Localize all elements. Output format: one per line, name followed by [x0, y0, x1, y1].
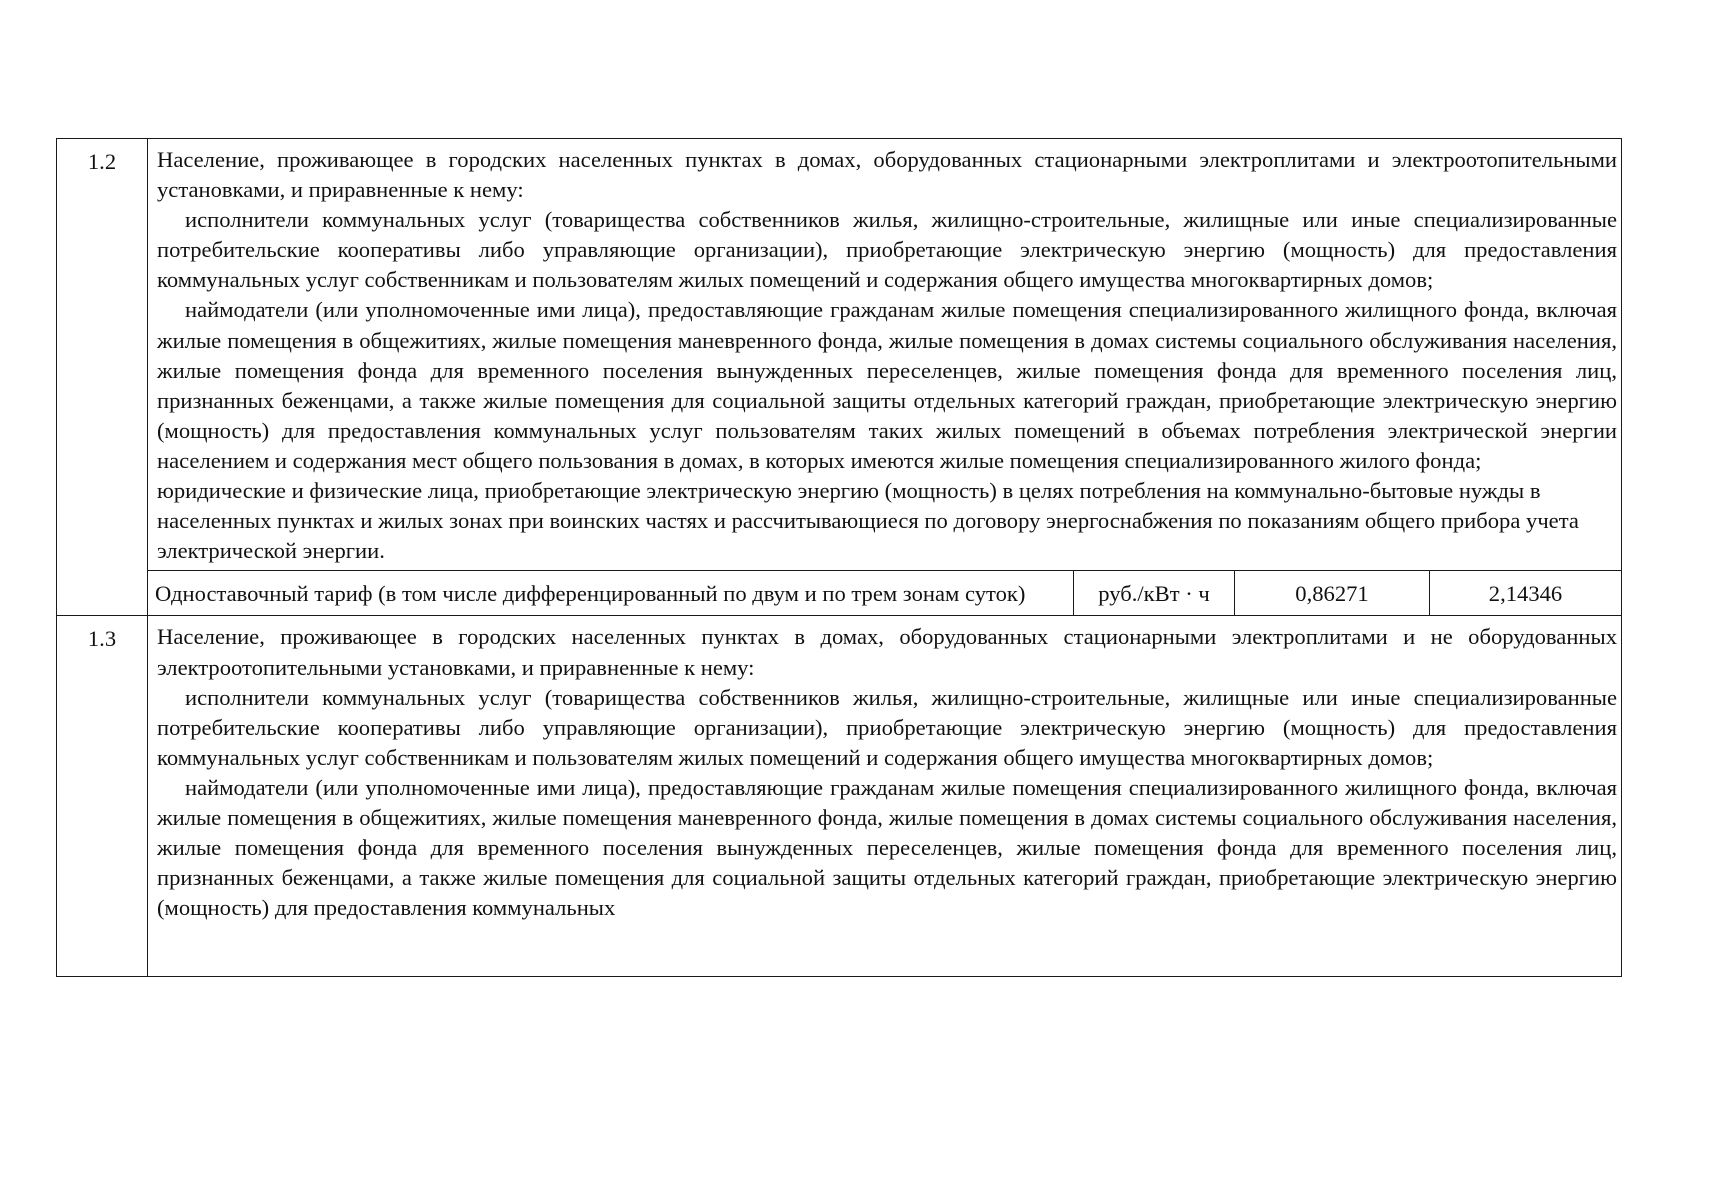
tariff-row — [148, 571, 1621, 615]
paragraph: юридические и физические лица, приобретающие электрическую энергию (мощность) в целях потребления на коммунально-бытовые нужды в населенных пунктах и жилых зонах при воинских частях и рассчитывающиеся по договору энергоснабжения по показаниям общего прибора учета электрической энергии. — [157, 478, 1579, 564]
truncated-text-block — [157, 622, 1617, 972]
tariff-row-cell — [148, 571, 1622, 616]
row-number: 1.3 — [57, 616, 148, 977]
table-row-tariff — [57, 571, 1622, 616]
consumer-description — [148, 616, 1622, 977]
paragraph: Население, проживающее в городских населенных пунктах в домах, оборудованных стационарными электроплитами и не оборудованных электроотопительными установками, и приравненные к нему: — [157, 624, 1617, 680]
tariff-label: Одноставочный тариф (в том числе дифференцированный по двум и по трем зонам суток) — [155, 581, 1026, 607]
tariff-value-1: 0,86271 — [1235, 571, 1430, 615]
paragraph: Население, проживающее в городских населенных пунктах в домах, оборудованных стационарными электроплитами и электроотопительными установками, и приравненные к нему: — [157, 147, 1617, 203]
paragraph: наймодатели (или уполномоченные ими лица), предоставляющие гражданам жилые помещения специализированного жилищного фонда, включая жилые помещения в общежитиях, жилые помещения маневренного фонда, жилые помещения в домах системы социального обслуживания населения, жилые помещения фонда для временного поселения вынужденных переселенцев, жилые помещения фонда для временного поселения лиц, признанных беженцами, а также жилые помещения для социальной защиты отдельных категорий граждан, приобретающие электрическую энергию (мощность) для предоставления коммунальных услуг пользователям таких жилых помещений в объемах потребления электрической энергии населением и содержания мест общего пользования в домах, в которых имеются жилые помещения специализированного жилого фонда; — [157, 297, 1617, 473]
tariff-value-2: 2,14346 — [1430, 571, 1622, 615]
tariff-table — [56, 138, 1622, 977]
paragraph: исполнители коммунальных услуг (товарищества собственников жилья, жилищно-строительные, жилищные или иные специализированные потребительские кооперативы либо управляющие организации), приобретающие электрическую энергию (мощность) для предоставления коммунальных услуг собственникам и пользователям жилых помещений и содержания общего имущества многоквартирных домов; — [157, 684, 1617, 770]
table-row-1-3 — [57, 616, 1622, 977]
table-row-1-2 — [57, 139, 1622, 571]
paragraph: исполнители коммунальных услуг (товарищества собственников жилья, жилищно-строительные, жилищные или иные специализированные потребительские кооперативы либо управляющие организации), приобретающие электрическую энергию (мощность) для предоставления коммунальных услуг собственникам и пользователям жилых помещений и содержания общего имущества многоквартирных домов; — [157, 207, 1617, 293]
row-number: 1.2 — [57, 139, 148, 616]
paragraph: наймодатели (или уполномоченные ими лица), предоставляющие гражданам жилые помещения специализированного жилищного фонда, включая жилые помещения в общежитиях, жилые помещения маневренного фонда, жилые помещения в домах системы социального обслуживания населения, жилые помещения фонда для временного поселения вынужденных переселенцев, жилые помещения фонда для временного поселения лиц, признанных беженцами, а также жилые помещения для социальной защиты отдельных категорий граждан, приобретающие электрическую энергию (мощность) для предоставления коммунальных — [157, 774, 1617, 921]
tariff-unit: руб./кВт · ч — [1074, 571, 1235, 615]
consumer-description — [148, 139, 1622, 571]
